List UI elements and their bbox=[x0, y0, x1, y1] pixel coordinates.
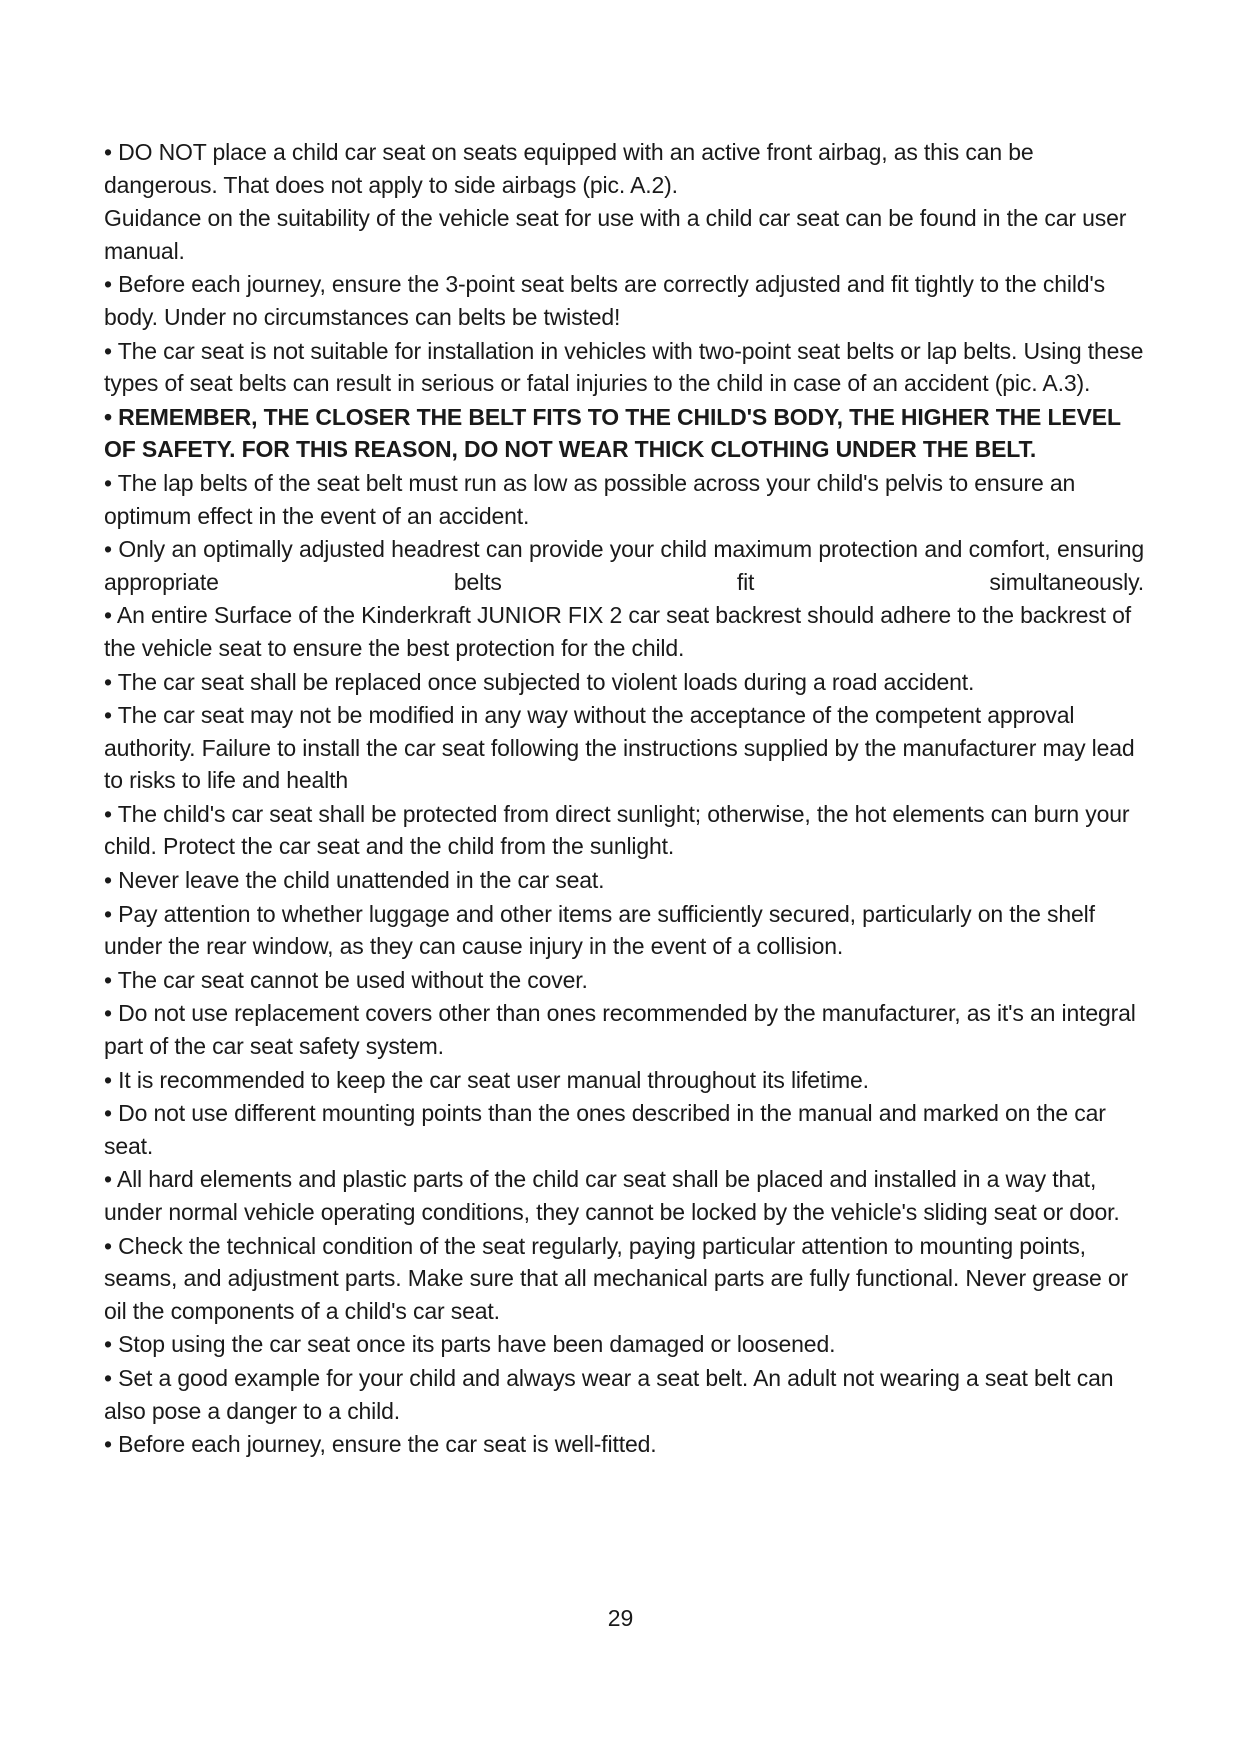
paragraph-luggage-secured: • Pay attention to whether luggage and other items are sufficiently secured, particularly on the shelf under the rear window, as they can cause injury in the event of a collision. bbox=[104, 900, 1095, 960]
page-number: 29 bbox=[607, 1605, 634, 1631]
paragraph-sunlight-protection: • The child's car seat shall be protected from direct sunlight; otherwise, the hot elements can burn your child. Protect the car seat and the child from the sunlight. bbox=[104, 800, 1130, 860]
paragraph-two-point-belts: • The car seat is not suitable for installation in vehicles with two-point seat belts or lap belts. Using these types of seat belts can result in serious or fatal injuries to the child in case of an accident (pic. A.3). bbox=[104, 337, 1144, 397]
paragraph-vehicle-seat-guidance: Guidance on the suitability of the vehicle seat for use with a child car seat can be found in the car user manual. bbox=[104, 205, 1127, 264]
paragraph-hard-elements: • All hard elements and plastic parts of the child car seat shall be placed and installed in a way that, under normal vehicle operating conditions, they cannot be locked by the vehicle's sliding seat or door. bbox=[104, 1166, 1120, 1225]
paragraph-well-fitted: • Before each journey, ensure the car seat is well-fitted. bbox=[104, 1431, 657, 1458]
paragraph-cover-required: • The car seat cannot be used without the cover. bbox=[104, 966, 588, 993]
paragraph-front-airbag-warning: • DO NOT place a child car seat on seats equipped with an active front airbag, as this can be dangerous. That does not apply to side airbags (pic. A.2). bbox=[104, 139, 1034, 198]
paragraph-mounting-points: • Do not use different mounting points than the ones described in the manual and marked on the car seat. bbox=[104, 1100, 1106, 1159]
paragraph-headrest-adjustment: • Only an optimally adjusted headrest can provide your child maximum protection and comfort, ensuring appropriate belts fit simultaneously. bbox=[104, 536, 1144, 595]
paragraph-stop-using-damaged: • Stop using the car seat once its parts have been damaged or loosened. bbox=[104, 1331, 836, 1358]
paragraph-backrest-adhere: • An entire Surface of the Kinderkraft JUNIOR FIX 2 car seat backrest should adhere to the backrest of the vehicle seat to ensure the best protection for the child. bbox=[104, 602, 1131, 661]
paragraph-technical-condition: • Check the technical condition of the seat regularly, paying particular attention to mounting points, seams, and adjustment parts. Make sure that all mechanical parts are fully functional. Never grease or oil the components of a child's car seat. bbox=[104, 1232, 1129, 1324]
paragraph-never-unattended: • Never leave the child unattended in the car seat. bbox=[104, 867, 605, 894]
paragraph-replacement-covers: • Do not use replacement covers other than ones recommended by the manufacturer, as it's an integral part of the car seat safety system. bbox=[104, 1000, 1136, 1060]
paragraph-no-modification: • The car seat may not be modified in any way without the acceptance of the competent approval authority. Failure to install the car seat following the instructions supplied by the manufacturer may lead to risks to life and health bbox=[104, 702, 1135, 794]
paragraph-keep-manual: • It is recommended to keep the car seat user manual throughout its lifetime. bbox=[104, 1066, 869, 1093]
paragraph-remember-warning: • REMEMBER, THE CLOSER THE BELT FITS TO THE CHILD'S BODY, THE HIGHER THE LEVEL OF SAFETY. FOR THIS REASON, DO NOT WEAR THICK CLOTHING UNDER THE BELT. bbox=[104, 403, 1121, 463]
safety-instructions bbox=[104, 136, 1144, 1462]
paragraph-belt-adjustment: • Before each journey, ensure the 3-point seat belts are correctly adjusted and fit tightly to the child's body. Under no circumstances can belts be twisted! bbox=[104, 271, 1106, 330]
paragraph-replace-after-accident: • The car seat shall be replaced once subjected to violent loads during a road accident. bbox=[104, 668, 975, 695]
paragraph-set-example: • Set a good example for your child and always wear a seat belt. An adult not wearing a seat belt can also pose a danger to a child. bbox=[104, 1364, 1114, 1424]
paragraph-lap-belts-low: • The lap belts of the seat belt must run as low as possible across your child's pelvis to ensure an optimum effect in the event of an accident. bbox=[104, 469, 1076, 529]
